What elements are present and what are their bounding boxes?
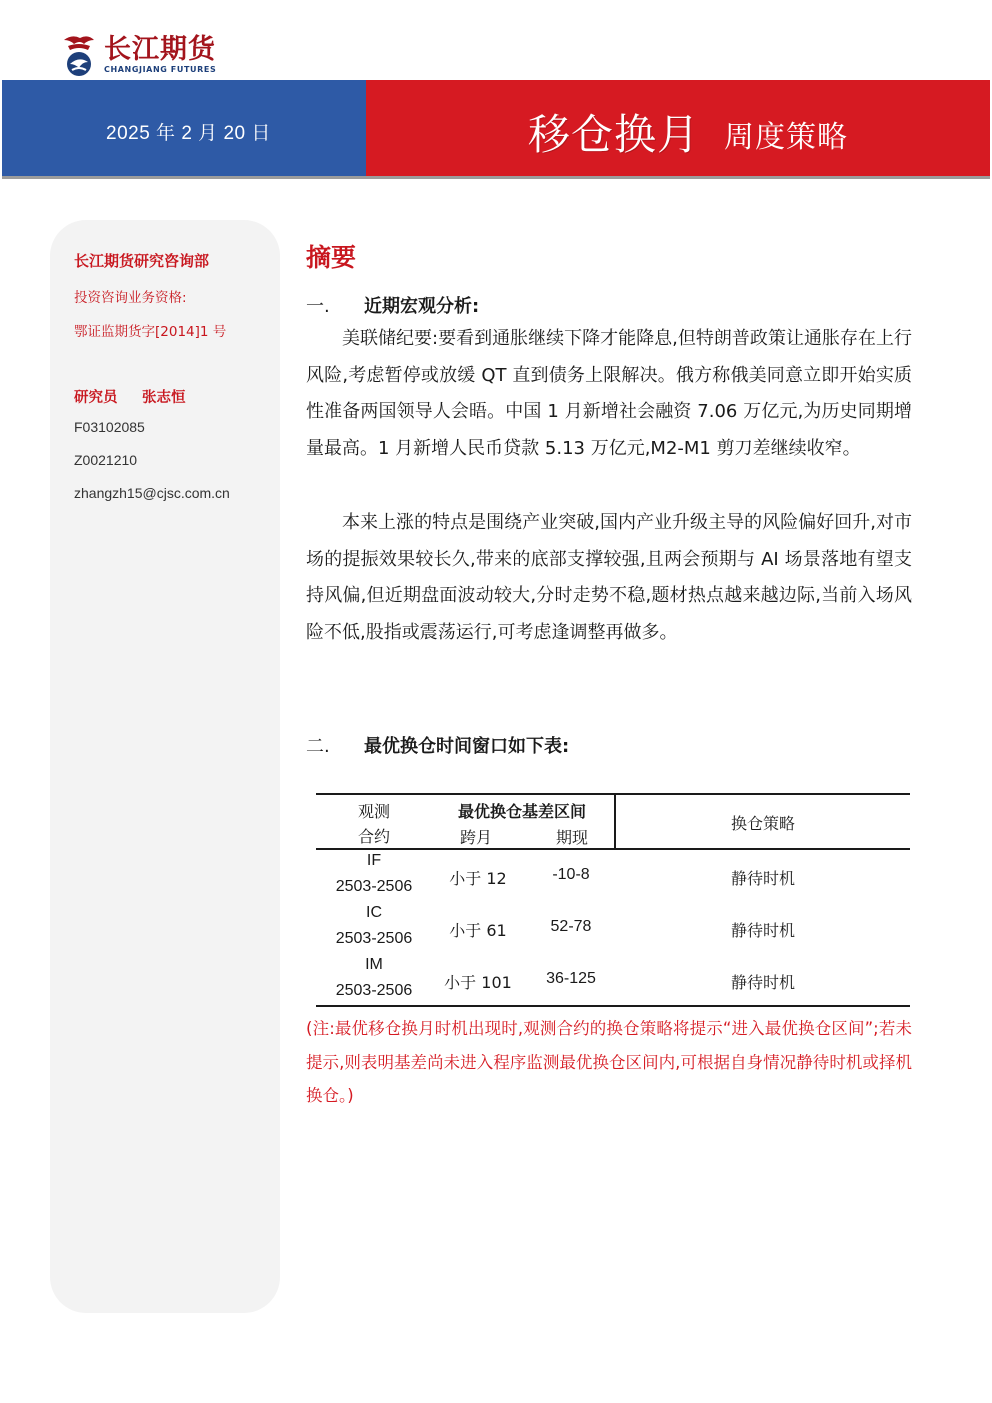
row-2-code: IC (366, 904, 382, 921)
dragon-logo-icon (58, 32, 100, 78)
analyst-license-f: F03102085 (74, 419, 145, 435)
section-1-heading (306, 292, 479, 318)
row-2-cross: 小于 61 (449, 921, 507, 940)
row-2-strategy: 静待时机 (730, 921, 795, 940)
section-2-title: 最优换仓时间窗口如下表: (364, 736, 570, 757)
row-1-months: 2503-2506 (335, 878, 413, 895)
report-title: 移仓换月 (528, 110, 701, 159)
analyst-license-z: Z0021210 (74, 452, 138, 468)
report-banner (0, 80, 992, 176)
header-optimal-window: 最优换仓基差区间 (457, 802, 586, 821)
header-cross-month: 跨月 (459, 828, 492, 847)
row-1-strategy: 静待时机 (730, 869, 795, 888)
row-1-code: IF (366, 852, 382, 869)
row-3-months: 2503-2506 (335, 982, 413, 999)
header-contract-line1: 观测 (357, 802, 390, 821)
report-date: 2025 年 2 月 20 日 (106, 123, 271, 144)
row-2-months: 2503-2506 (335, 930, 413, 947)
logo-english-name: CHANGJIANG FUTURES (104, 65, 217, 74)
section-2-heading (306, 732, 569, 758)
banner-date-panel (2, 80, 366, 176)
company-logo (58, 30, 216, 80)
section-1-title: 近期宏观分析: (364, 296, 480, 317)
report-subtitle: 周度策略 (724, 120, 848, 155)
table-footnote: (注:最优移仓换月时机出现时,观测合约的换仓策略将提示“进入最优换仓区间”;若未提示,则表明基差尚未进入程序监测最优换仓区间内,可根据自身情况静待时机或择机换仓。) (306, 1019, 912, 1105)
section-2-number: 二. (306, 736, 330, 757)
row-3-spot: 36-125 (546, 970, 596, 987)
table-bottom-rule (316, 1005, 910, 1007)
header-strategy: 换仓策略 (730, 814, 795, 833)
header-contract-line2: 合约 (357, 827, 390, 846)
banner-divider (2, 176, 990, 179)
author-sidebar (50, 220, 280, 1313)
table-header-rule (316, 848, 910, 850)
roll-window-table (316, 793, 910, 1008)
row-1-spot: -10-8 (552, 866, 590, 883)
analyst-name: 张志恒 (142, 390, 186, 406)
logo-chinese-name: 长江期货 (104, 34, 216, 65)
analyst-email[interactable]: zhangzh15@cjsc.com.cn (74, 485, 230, 501)
header-futures-spot: 期现 (555, 828, 588, 847)
analyst-role: 研究员 (74, 390, 118, 406)
qualification-value: 鄂证监期货字[2014]1 号 (74, 324, 227, 340)
row-3-code: IM (365, 956, 383, 973)
macro-paragraph: 美联储纪要:要看到通胀继续下降才能降息,但特朗普政策让通胀存在上行风险,考虑暂停或放缓 QT 直到债务上限解决。俄方称俄美同意立即开始实质性准备两国领导人会晤。中国 1 月新增社会融资 7.06 万亿元,为历史同期增量最高。1 月新增人民币贷款 5.13 万亿元,M2-M1 剪刀差继续收窄。 (306, 328, 912, 459)
row-1-cross: 小于 12 (449, 869, 507, 888)
row-2-spot: 52-78 (550, 918, 592, 935)
qualification-label: 投资咨询业务资格: (74, 290, 187, 306)
section-1-number: 一. (306, 296, 330, 317)
row-3-strategy: 静待时机 (730, 973, 795, 992)
summary-heading: 摘要 (306, 243, 357, 272)
table-top-rule (316, 793, 910, 795)
department-name: 长江期货研究咨询部 (74, 252, 210, 270)
market-paragraph: 本来上涨的特点是围绕产业突破,国内产业升级主导的风险偏好回升,对市场的提振效果较长久,带来的底部支撑较强,且两会预期与 AI 场景落地有望支持风偏,但近期盘面波动较大,分时走势不稳,题材热点越来越边际,当前入场风险不低,股指或震荡运行,可考虑逢调整再做多。 (306, 512, 912, 643)
table-header-divider (614, 793, 616, 849)
row-3-cross: 小于 101 (444, 973, 512, 992)
